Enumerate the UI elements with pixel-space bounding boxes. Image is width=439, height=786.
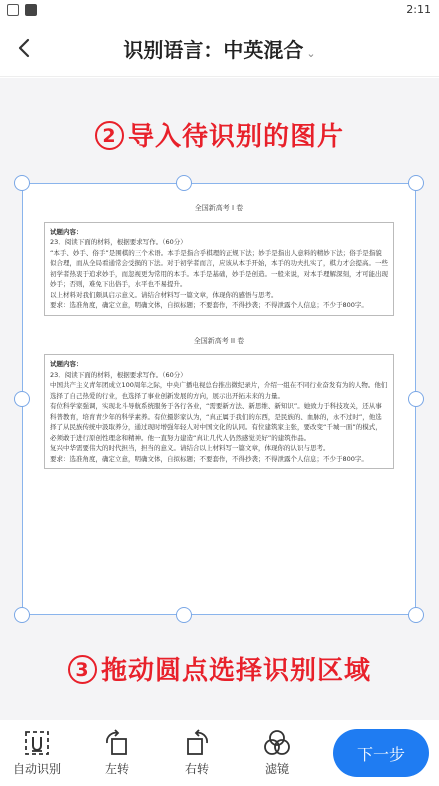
step2-number: 2: [95, 121, 124, 150]
auto-detect-icon: [23, 729, 51, 757]
rotate-right-label: 右转: [184, 762, 209, 776]
page-title: 识别语言：中英混合: [123, 38, 304, 62]
crop-handle-bottom[interactable]: [176, 607, 192, 623]
filter-label: 滤镜: [264, 762, 289, 776]
doc-section2-title: 全国新高考 II 卷: [193, 336, 245, 345]
step2-text: 导入待识别的图片: [127, 122, 344, 152]
status-bar: [0, 0, 439, 22]
auto-detect-button[interactable]: [9, 728, 65, 777]
step3-banner: [0, 650, 439, 687]
filter-icon: [262, 729, 292, 757]
crop-handle-bottom-right[interactable]: [408, 607, 424, 623]
doc-line: 中国共产主义青年团成立100周年之际，中央广播电视总台推出微纪录片，介绍一组在不同行业奋发有为的人物。他们选择了自己热爱的行业，也选择了事业创新发展的方向，展示出开拓未来的力量。: [50, 381, 388, 400]
doc-line: 以上材料对我们颇具启示意义。请结合材料写一篇文章，体现你的感悟与思考。: [50, 290, 278, 299]
crop-handle-left[interactable]: [14, 391, 30, 407]
doc-line: 23．阅读下面的材料，根据要求写作。（60分）: [50, 238, 187, 246]
step3-text: 拖动圆点选择识别区域: [100, 656, 371, 686]
doc-section2-label: 试题内容：: [50, 360, 83, 368]
doc-line: 要求：选准角度，确定立意，明确文体，自拟标题；不要套作，不得抄袭；不得泄露个人信息；不少于800字。: [50, 301, 368, 309]
rotate-left-button[interactable]: [89, 728, 145, 777]
rotate-right-icon: [183, 729, 211, 757]
doc-line: 23．阅读下面的材料，根据要求写作。（60分）: [50, 370, 187, 379]
crop-handle-top-left[interactable]: [14, 175, 30, 191]
auto-detect-label: 自动识别: [12, 762, 61, 776]
notification-icon: [7, 4, 19, 16]
doc-line: 复兴中华需要伟大的时代担当，担当的意义。请结合以上材料写一篇文章，体现你的认识与思考。: [50, 444, 330, 452]
crop-handle-top[interactable]: [176, 175, 192, 191]
doc-line: 有位科学家强调，实现北斗导航系统服务于各行各业，“需要新方法、新思维、新知识”。她致力于科技攻关，还从事科普教育，培育青少年的科学素养。有位摄影家认为，“真正属于我们的东西，是民族的、血脉的，永不过时”，他选择了从民族传统中汲取养分，通过现时增强年轻人对中国文化的认同。有位建筑家主张，要改变“千城一面”的模式，必须敢于进行原创性理念和精神。他一直努力建造“真让几代人仍然感觉美好”的建筑作品。: [50, 402, 382, 442]
doc-line: “本手、妙手、俗手”是围棋的三个术语。本手是指合乎棋理的正规下法；妙手是指出人意料的精妙下法；俗手是指貌似合理，而从全局看通常会受损的下法。对于初学者而言，应该从本手开始，本手的功夫扎实了，棋力才会提高。一些初学者热衷于追求妙手，而忽视更为常用的本手。本手是基础，妙手是创造。一般来说，对本手理解深刻，才可能出现妙手；否则，难免下出俗手，水平也不易提升。: [50, 248, 388, 288]
crop-handle-top-right[interactable]: [408, 175, 424, 191]
doc-section1-title: 全国新高考 I 卷: [194, 204, 244, 212]
status-time: 2:11: [406, 3, 431, 16]
crop-handle-bottom-left[interactable]: [14, 607, 30, 623]
filter-button[interactable]: [249, 728, 305, 777]
step3-number: 3: [68, 655, 97, 684]
doc-section1-label: 试题内容：: [50, 227, 83, 236]
doc-section2-box: [44, 354, 394, 469]
step2-banner: [0, 116, 439, 153]
app-icon: [25, 4, 37, 16]
next-step-button[interactable]: 下一步: [333, 729, 429, 777]
rotate-left-icon: [103, 729, 131, 757]
chevron-down-icon: ⌄: [306, 47, 316, 60]
rotate-right-button[interactable]: [169, 728, 225, 777]
bottom-toolbar: [0, 720, 439, 786]
document-image: [22, 183, 416, 615]
rotate-left-label: 左转: [104, 762, 129, 776]
crop-handle-right[interactable]: [408, 391, 424, 407]
doc-line: 要求：选准角度，确定立意，明确文体，自拟标题；不要套作，不得抄袭；不得泄露个人信息；不少于800字。: [50, 454, 368, 463]
language-selector[interactable]: [0, 34, 439, 63]
top-bar: [0, 22, 439, 77]
doc-section1-box: [44, 222, 394, 316]
